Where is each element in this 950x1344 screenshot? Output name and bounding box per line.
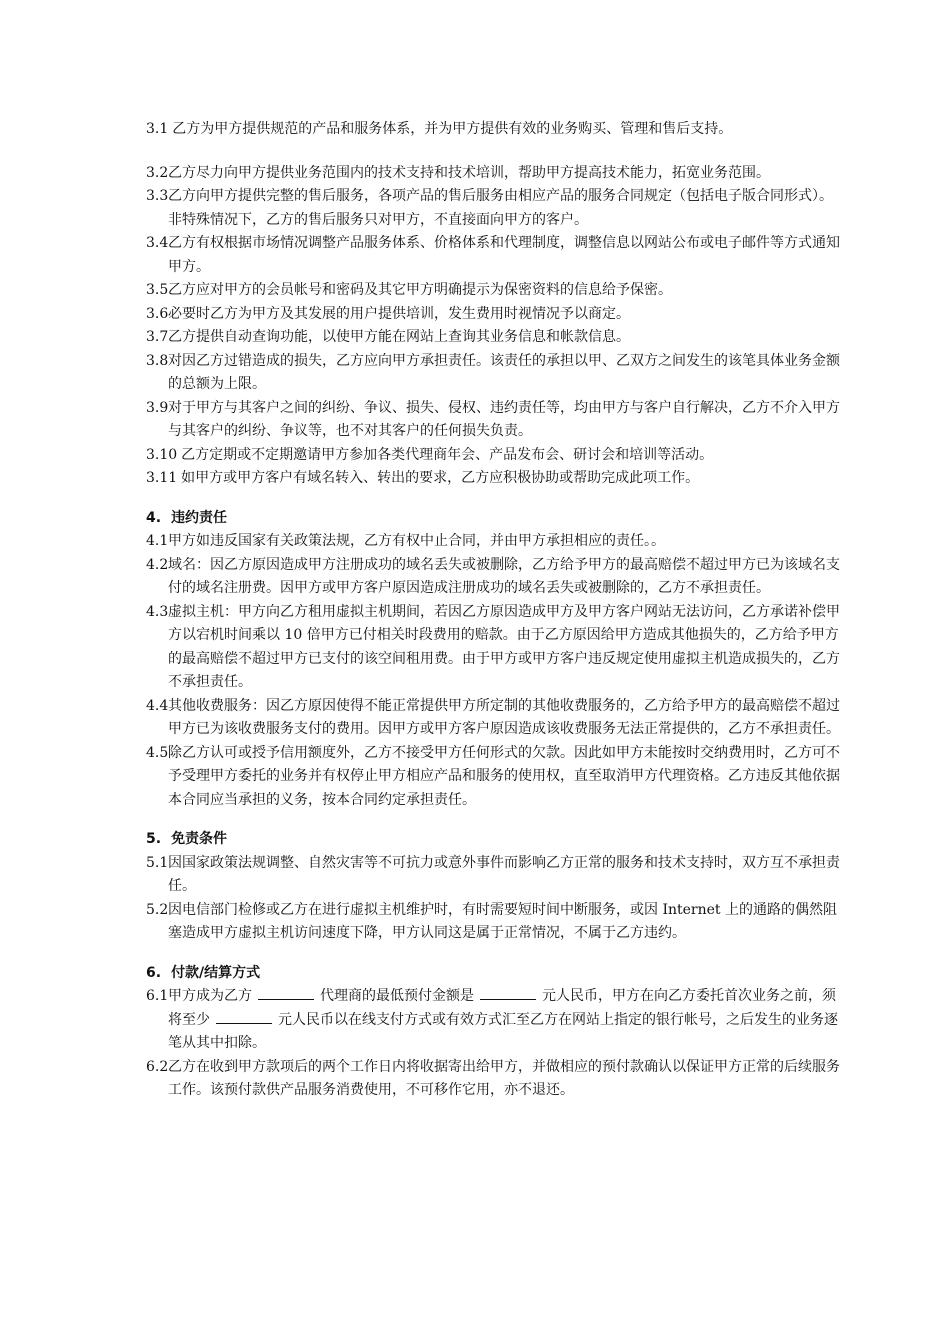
clause-number: 3.8 — [146, 352, 169, 369]
clause-3-6 — [146, 303, 846, 327]
section-title: 违约责任 — [171, 509, 228, 526]
clause-3-10 — [146, 444, 846, 468]
clause-text: 乙方为甲方提供规范的产品和服务体系，并为甲方提供有效的业务购买、管理和售后支持。 — [172, 121, 733, 137]
clause-4-1 — [146, 530, 846, 554]
section-heading-5 — [146, 828, 846, 852]
clause-number: 3.11 — [146, 470, 178, 486]
clause-text-part: 代理商的最低预付金额是 — [320, 988, 474, 1004]
clause-text: 乙方在收到甲方款项后的两个工作日内将收据寄出给甲方，并做相应的预付款确认以保证甲方正常的后续服务工作。该预付款供产品服务消费使用，不可移作它用，亦不退还。 — [168, 1058, 840, 1098]
clause-number: 3.1 — [146, 121, 169, 137]
clause-number: 3.2 — [146, 164, 169, 181]
section-title: 免责条件 — [171, 831, 228, 847]
clause-number: 3.10 — [146, 446, 178, 463]
min-prepay-amount-blank[interactable] — [480, 985, 536, 1000]
clause-4-5 — [146, 742, 846, 813]
clause-text: 乙方定期或不定期邀请甲方参加各类代理商年会、产品发布会、研讨会和培训等活动。 — [181, 446, 714, 463]
clause-number: 5.2 — [146, 901, 169, 918]
clause-text: 必要时乙方为甲方及其发展的用户提供培训，发生费用时视情况予以商定。 — [168, 305, 630, 322]
clause-3-2 — [146, 162, 846, 186]
clause-3-7 — [146, 326, 846, 350]
clause-number: 3.7 — [146, 329, 169, 345]
clause-text: 因电信部门检修或乙方在进行虚拟主机维护时，有时需要短时间中断服务，或因 Internet 上的通路的偶然阻塞造成甲方虚拟主机访问速度下降，甲方认同这是属于正常情况，不属于乙方违约。 — [168, 901, 837, 941]
clause-4-4 — [146, 695, 846, 742]
clause-text: 乙方向甲方提供完整的售后服务，各项产品的售后服务由相应产品的服务合同规定（包括电子版合同形式）。非特殊情况下，乙方的售后服务只对甲方，不直接面向甲方的客户。 — [168, 188, 833, 228]
clause-text: 乙方尽力向甲方提供业务范围内的技术支持和技术培训，帮助甲方提高技术能力，拓宽业务范围。 — [168, 164, 770, 181]
clause-text: 乙方提供自动查询功能，以使甲方能在网站上查询其业务信息和帐款信息。 — [168, 329, 630, 345]
clause-4-3 — [146, 601, 846, 695]
clause-number: 4.3 — [146, 603, 169, 620]
clause-number: 3.3 — [146, 188, 169, 204]
clause-number: 4.1 — [146, 533, 169, 549]
clause-3-4 — [146, 232, 846, 279]
section-heading-6 — [146, 962, 846, 986]
clause-text: 因国家政策法规调整、自然灾害等不可抗力或意外事件而影响乙方正常的服务和技术支持时，双方互不承担责任。 — [168, 854, 840, 894]
clause-text: 域名：因乙方原因造成甲方注册成功的域名丢失或被删除，乙方给予甲方的最高赔偿不超过甲方已为该域名支付的域名注册费。因甲方或甲方客户原因造成注册成功的域名丢失或被删除的，乙方不承担责任。 — [168, 556, 840, 596]
clause-number: 4.4 — [146, 697, 169, 714]
clause-number: 3.6 — [146, 305, 169, 322]
clause-3-8 — [146, 350, 846, 397]
clause-text: 甲方如违反国家有关政策法规，乙方有权中止合同，并由甲方承担相应的责任。。 — [168, 533, 665, 549]
clause-number: 3.5 — [146, 282, 169, 298]
clause-number: 4.2 — [146, 556, 169, 573]
clause-3-1 — [146, 118, 846, 142]
clause-text: 对于甲方与其客户之间的纠纷、争议、损失、侵权、违约责任等，均由甲方与客户自行解决，乙方不介入甲方与其客户的纠纷、争议等，也不对其客户的任何损失负责。 — [168, 399, 840, 439]
clause-number: 6.2 — [146, 1058, 169, 1075]
section-title: 付款/结算方式 — [171, 964, 261, 981]
clause-6-2 — [146, 1056, 846, 1103]
clause-4-2 — [146, 554, 846, 601]
clause-text-part: 甲方成为乙方 — [168, 988, 252, 1004]
clause-text: 乙方有权根据市场情况调整产品服务体系、价格体系和代理制度，调整信息以网站公布或电子邮件等方式通知甲方。 — [168, 235, 840, 275]
clause-5-1 — [146, 852, 846, 899]
contract-document — [146, 118, 846, 1103]
section-number: 6. — [146, 964, 162, 981]
clause-text-part: 元人民币，甲方在向乙方委托首次业务之前，须将至少 — [168, 988, 836, 1028]
clause-3-11 — [146, 467, 846, 491]
section-heading-4 — [146, 507, 846, 531]
section-number: 4. — [146, 509, 162, 526]
clause-text: 除乙方认可或授予信用额度外，乙方不接受甲方任何形式的欠款。因此如甲方未能按时交纳费用时，乙方可不予受理甲方委托的业务并有权停止甲方相应产品和服务的使用权，直至取消甲方代理资格。乙方违反其他依据本合同应当承担的义务，按本合同约定承担责任。 — [168, 744, 840, 808]
clause-number: 6.1 — [146, 988, 169, 1004]
clause-number: 3.9 — [146, 399, 169, 416]
clause-5-2 — [146, 899, 846, 946]
clause-text: 其他收费服务：因乙方原因使得不能正常提供甲方所定制的其他收费服务的，乙方给予甲方的最高赔偿不超过甲方已为该收费服务支付的费用。因甲方或甲方客户原因造成该收费服务无法正常提供的，乙方不承担责任。 — [168, 697, 840, 737]
clause-number: 3.4 — [146, 235, 169, 251]
clause-3-5 — [146, 279, 846, 303]
agent-level-blank[interactable] — [258, 985, 314, 1000]
clause-text: 乙方应对甲方的会员帐号和密码及其它甲方明确提示为保密资料的信息给予保密。 — [168, 282, 672, 298]
clause-number: 4.5 — [146, 744, 169, 761]
section-number: 5. — [146, 831, 162, 847]
clause-3-9 — [146, 397, 846, 444]
clause-text: 虚拟主机：甲方向乙方租用虚拟主机期间，若因乙方原因造成甲方及甲方客户网站无法访问，乙方承诺补偿甲方以宕机时间乘以 10 倍甲方已付相关时段费用的赔款。由于乙方原因给甲方造成其他损失的，乙方给予甲方的最高赔偿不超过甲方已支付的该空间租用费。由于甲方或甲方客户违反规定使用虚拟主机造成损失的，乙方不承担责任。 — [168, 603, 840, 690]
deposit-amount-blank[interactable] — [216, 1009, 272, 1024]
clause-text: 如甲方或甲方客户有域名转入、转出的要求，乙方应积极协助或帮助完成此项工作。 — [181, 470, 700, 486]
clause-6-1 — [146, 985, 846, 1056]
clause-3-3 — [146, 185, 846, 232]
clause-number: 5.1 — [146, 854, 169, 871]
clause-text-part: 元人民币以在线支付方式或有效方式汇至乙方在网站上指定的银行帐号，之后发生的业务逐笔从其中扣除。 — [168, 1011, 838, 1051]
clause-text: 对因乙方过错造成的损失，乙方应向甲方承担责任。该责任的承担以甲、乙双方之间发生的该笔具体业务金额的总额为上限。 — [168, 352, 840, 392]
